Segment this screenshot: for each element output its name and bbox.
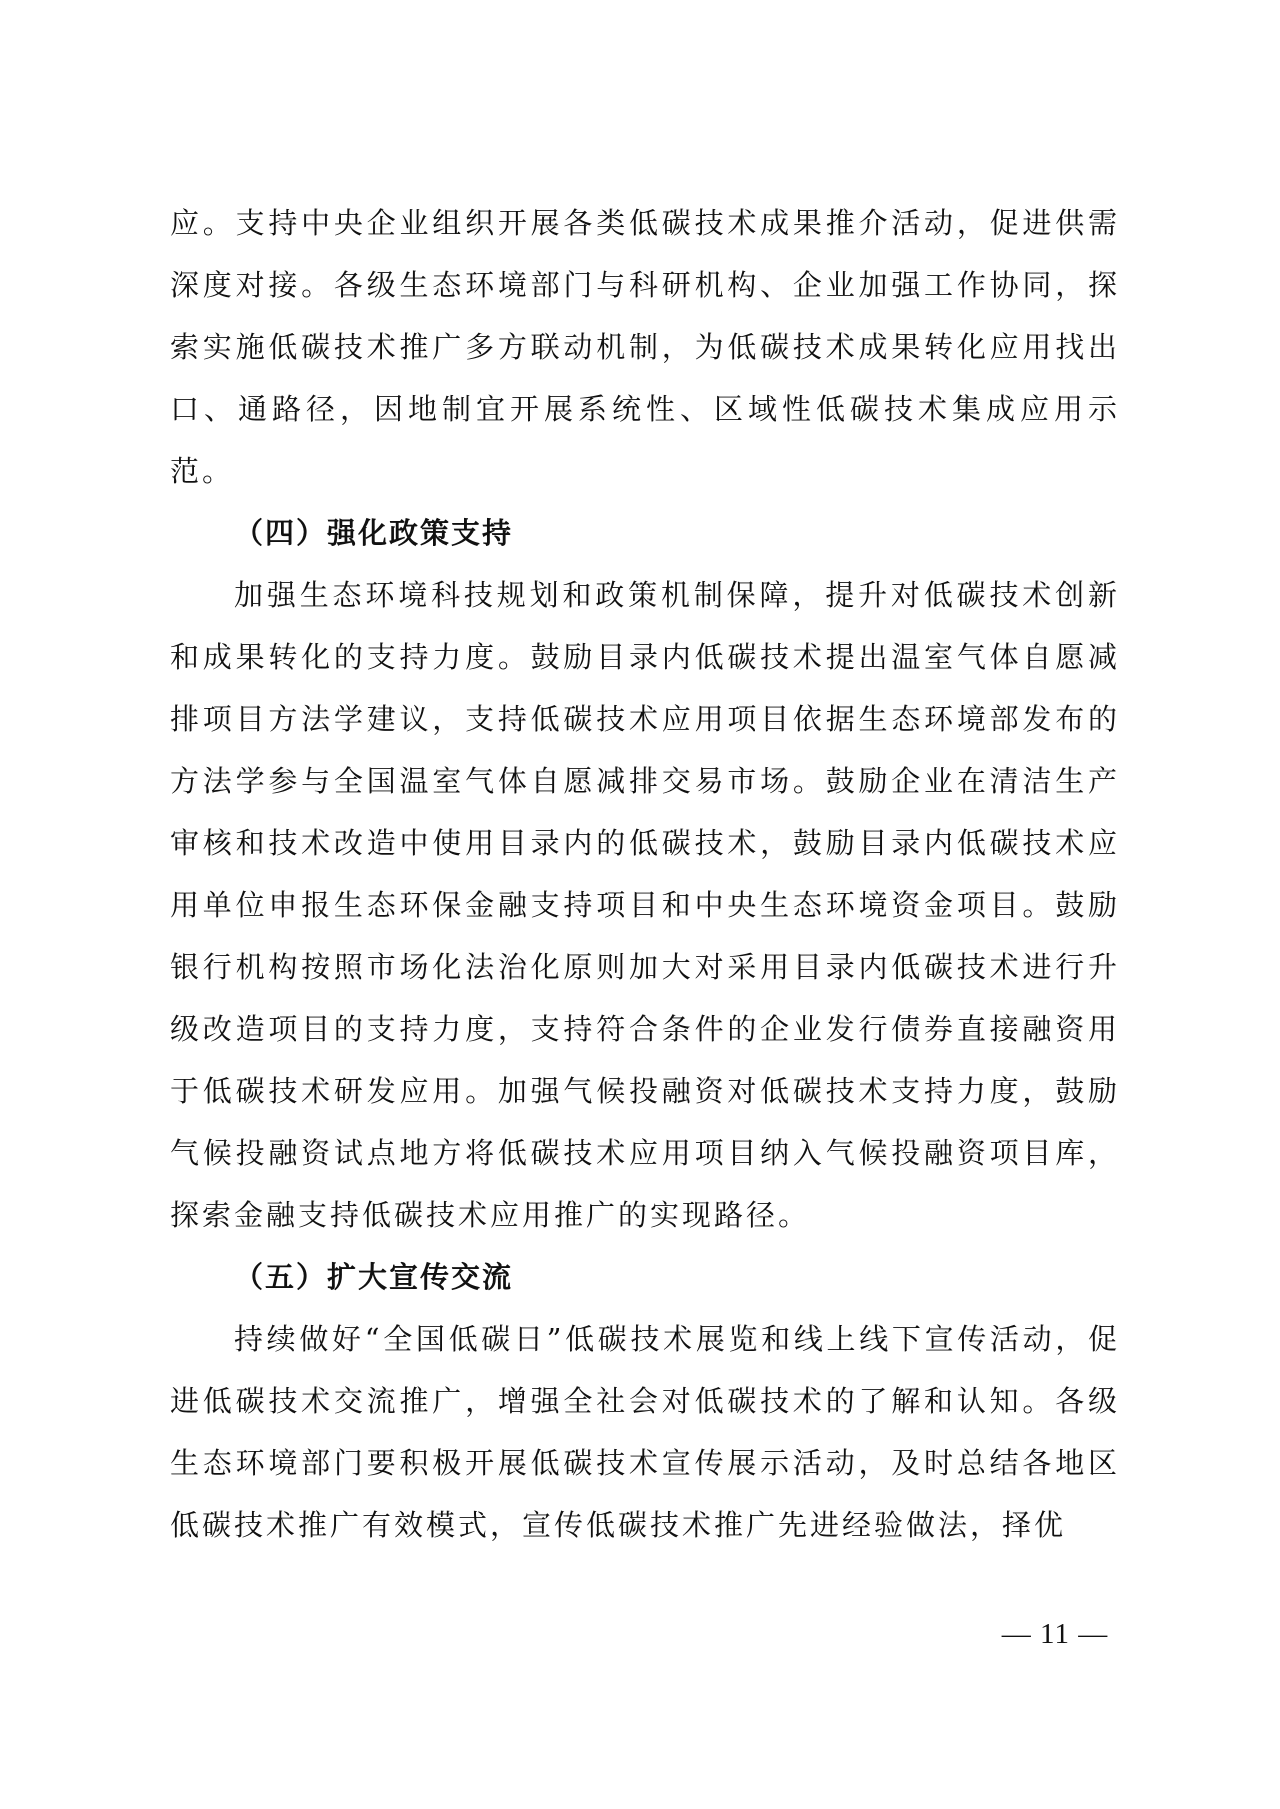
paragraph-policy-support: 加强生态环境科技规划和政策机制保障，提升对低碳技术创新和成果转化的支持力度。鼓励目录内低碳技术提出温室气体自愿减排项目方法学建议，支持低碳技术应用项目依据生态环境部发布的方法学参与全国温室气体自愿减排交易市场。鼓励企业在清洁生产审核和技术改造中使用目录内的低碳技术，鼓励目录内低碳技术应用单位申报生态环保金融支持项目和中央生态环境资金项目。鼓励银行机构按照市场化法治化原则加大对采用目录内低碳技术进行升级改造项目的支持力度，支持符合条件的企业发行债券直接融资用于低碳技术研发应用。加强气候投融资对低碳技术支持力度，鼓励气候投融资试点地方将低碳技术应用项目纳入气候投融资项目库，探索金融支持低碳技术应用推广的实现路径。 xyxy=(170,578,1120,1232)
section-heading-publicity-exchange: （五）扩大宣传交流 xyxy=(234,1260,514,1294)
page-number: — 11 — xyxy=(1001,1618,1109,1650)
document-body xyxy=(170,192,1120,1556)
section-heading-policy-support: （四）强化政策支持 xyxy=(234,516,514,550)
paragraph-continuation: 应。支持中央企业组织开展各类低碳技术成果推介活动，促进供需深度对接。各级生态环境部门与科研机构、企业加强工作协同，探索实施低碳技术推广多方联动机制，为低碳技术成果转化应用找出口、通路径，因地制宜开展系统性、区域性低碳技术集成应用示范。 xyxy=(170,206,1120,488)
paragraph-publicity-exchange: 持续做好“全国低碳日”低碳技术展览和线上线下宣传活动，促进低碳技术交流推广，增强全社会对低碳技术的了解和认知。各级生态环境部门要积极开展低碳技术宣传展示活动，及时总结各地区低碳技术推广有效模式，宣传低碳技术推广先进经验做法，择优 xyxy=(170,1322,1120,1542)
